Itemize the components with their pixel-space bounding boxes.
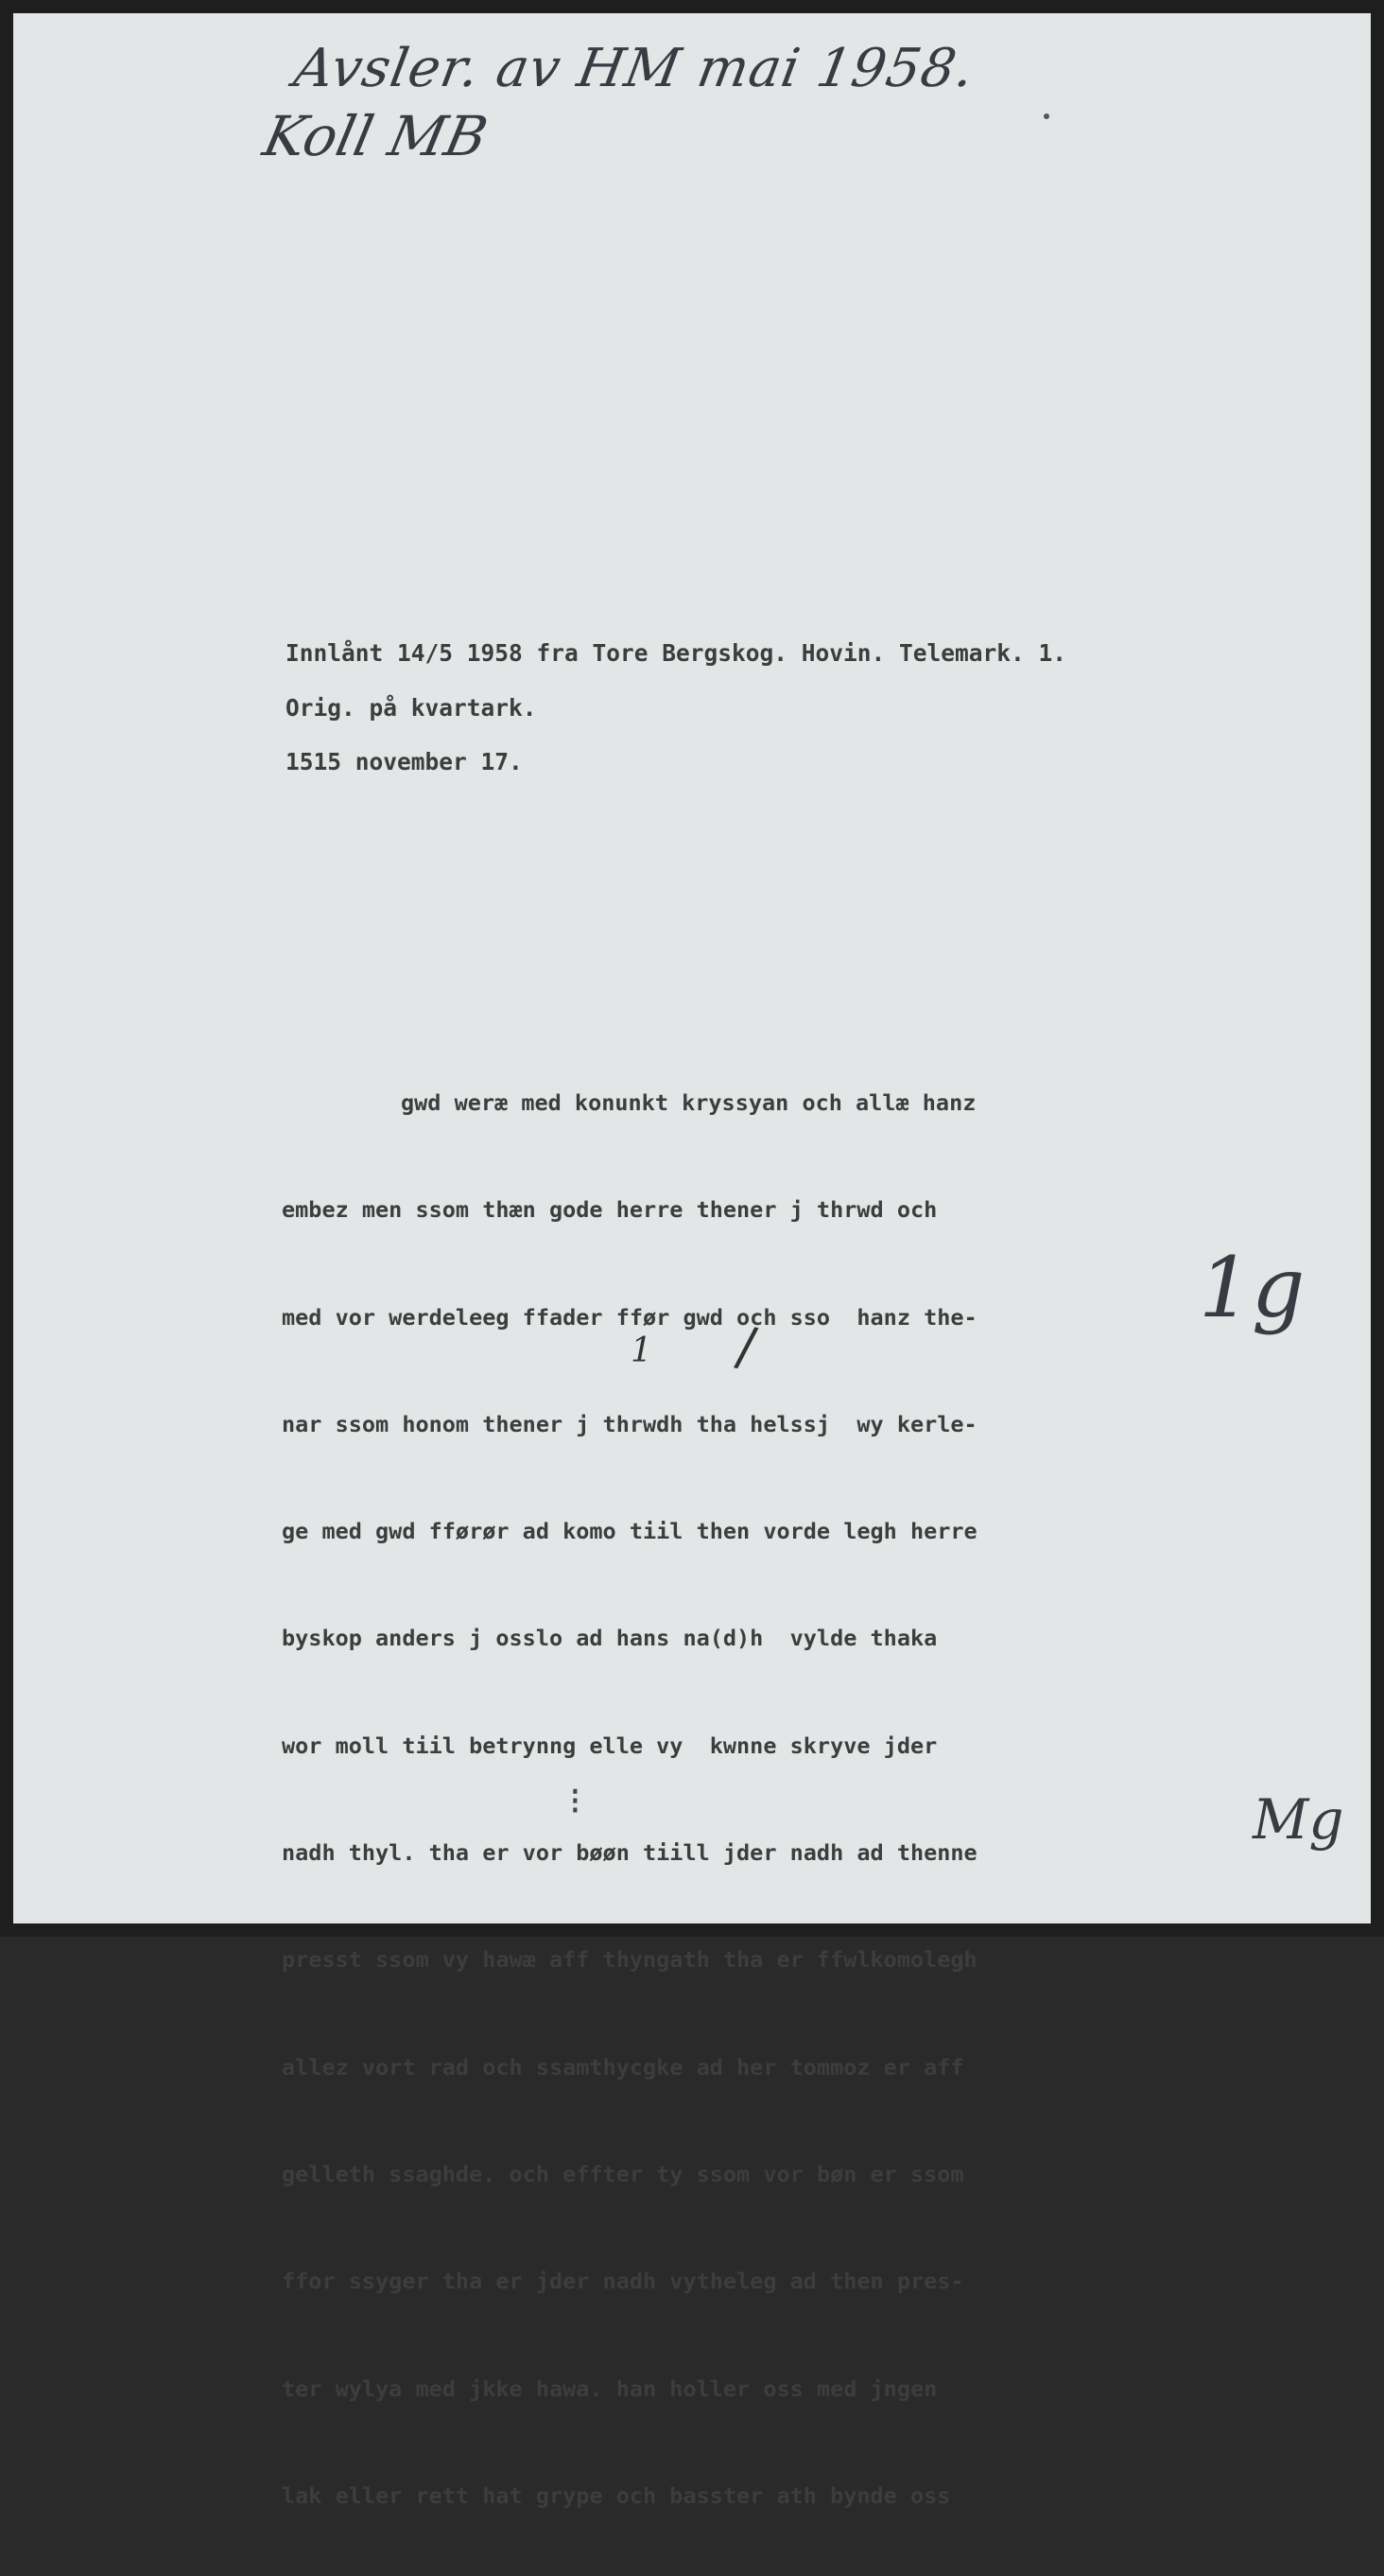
handwritten-margin-note: 1g — [1199, 1239, 1306, 1336]
header-line-2: Orig. på kvartark. — [285, 694, 537, 722]
body-line: ge med gwd fførør ad komo tiil then vorde legh herre — [282, 1518, 977, 1545]
body-line: byskop anders j osslo ad hans na(d)h vylde thaka — [282, 1625, 938, 1652]
body-line: presst ssom vy hawæ aff thyngath tha er ffwlkomolegh — [282, 1946, 977, 1974]
body-line: med vor werdeleeg ffader ffør gwd och sso hanz the- — [282, 1303, 977, 1331]
body-line: nar ssom honom thener j thrwdh tha helssj wy kerle- — [282, 1410, 977, 1437]
body-line: ffor ssyger tha er jder nadh vytheleg ad then pres- — [282, 2268, 964, 2295]
body-line: lak eller rett hat grype och basster ath bynde oss — [282, 2481, 951, 2509]
header-line-3: 1515 november 17. — [285, 748, 523, 775]
transcription-body — [282, 1023, 977, 2576]
handwritten-annotation-top: Avsler. av HM mai 1958. — [289, 38, 979, 99]
slash-mark: / — [732, 1314, 761, 1380]
body-line: ter wylya med jkke hawa. han holler oss med jngen — [282, 2375, 938, 2402]
superscript-mark: 1 — [631, 1332, 652, 1370]
body-line: allez vort rad och ssamthycgke ad her tommoz er aff — [282, 2053, 964, 2080]
body-line: embez men ssom thæn gode herre thener j thrwd och — [282, 1196, 938, 1224]
body-line: wor moll tiil betrynng elle vy kwnne skryve jder — [282, 1732, 938, 1759]
handwritten-page-note: Mg — [1253, 1787, 1344, 1852]
header-line-1: Innlånt 14/5 1958 fra Tore Bergskog. Hovin. Telemark. 1. — [285, 639, 1067, 667]
ink-smudge: ⁝ — [569, 1780, 581, 1823]
body-line: gwd weræ med konunkt kryssyan och allæ hanz — [401, 1089, 977, 1116]
handwritten-annotation-second: Koll MB — [257, 104, 493, 168]
ink-dot — [1044, 113, 1049, 119]
body-line: gelleth ssaghde. och effter ty ssom vor bøn er ssom — [282, 2160, 964, 2187]
body-line: nadh thyl. tha er vor bøøn tiill jder nadh ad thenne — [282, 1839, 977, 1867]
